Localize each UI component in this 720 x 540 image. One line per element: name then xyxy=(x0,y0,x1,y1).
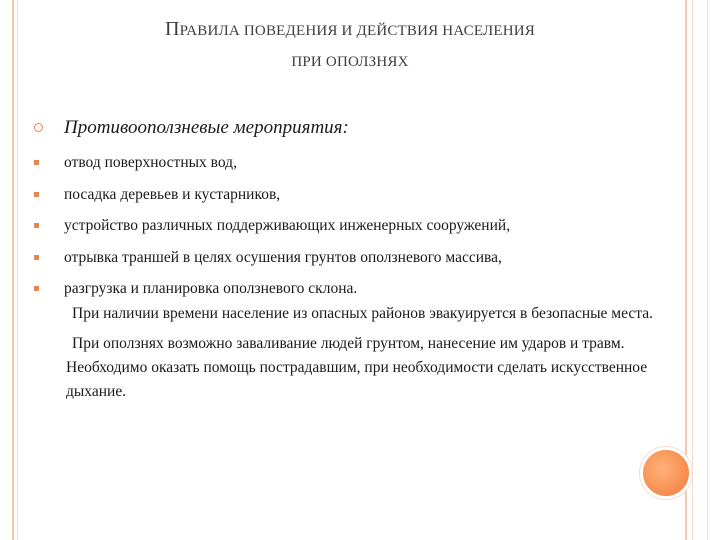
slide-title-line1 xyxy=(40,14,660,47)
list-item xyxy=(34,179,664,211)
right-border-line-outer xyxy=(707,0,708,540)
list-item xyxy=(34,273,664,305)
square-bullet-icon xyxy=(34,192,39,197)
list-item-text: отрывка траншей в целях осушения грунтов оползневого массива, xyxy=(64,248,502,266)
left-border-line xyxy=(12,0,14,540)
first-aid-paragraph: При оползнях возможно заваливание людей грунтом, нанесение им ударов и травм. Необходимо оказать помощь пострадавшим, при необходимости сделать искусственное дыхание. xyxy=(66,334,648,400)
square-bullet-icon xyxy=(34,255,39,260)
slide-title-line2: ПРИ ОПОЛЗНЯХ xyxy=(291,54,409,70)
title-line1-text: РАВИЛА ПОВЕДЕНИЯ И ДЕЙСТВИЯ НАСЕЛЕНИЯ xyxy=(179,23,535,39)
list-item-text: отвод поверхностных вод, xyxy=(64,154,237,171)
list-item-text: посадка деревьев и кустарников, xyxy=(64,185,281,203)
list-item-text: устройство различных поддерживающих инженерных сооружений, xyxy=(64,217,511,234)
measures-list xyxy=(34,147,664,305)
list-item-text: разгрузка и планировка оползневого склона. xyxy=(64,280,358,297)
list-item xyxy=(34,242,664,274)
right-border-line-inner xyxy=(692,0,693,540)
decorative-circle xyxy=(640,447,692,499)
slide-title xyxy=(40,14,660,78)
measures-heading: Противооползневые мероприятия: xyxy=(64,117,349,138)
square-bullet-icon xyxy=(34,223,39,228)
left-border-line-inner xyxy=(17,0,18,540)
measures-heading-row xyxy=(34,116,664,144)
evacuation-paragraph: При наличии времени население из опасных районов эвакуируется в безопасные места. xyxy=(72,304,653,322)
slide-content xyxy=(34,116,664,404)
title-cap-letter: П xyxy=(164,18,180,40)
square-bullet-icon xyxy=(34,286,39,291)
square-bullet-icon xyxy=(34,160,39,165)
list-item xyxy=(34,210,664,242)
list-item xyxy=(34,147,664,179)
circle-bullet-icon xyxy=(34,123,43,132)
